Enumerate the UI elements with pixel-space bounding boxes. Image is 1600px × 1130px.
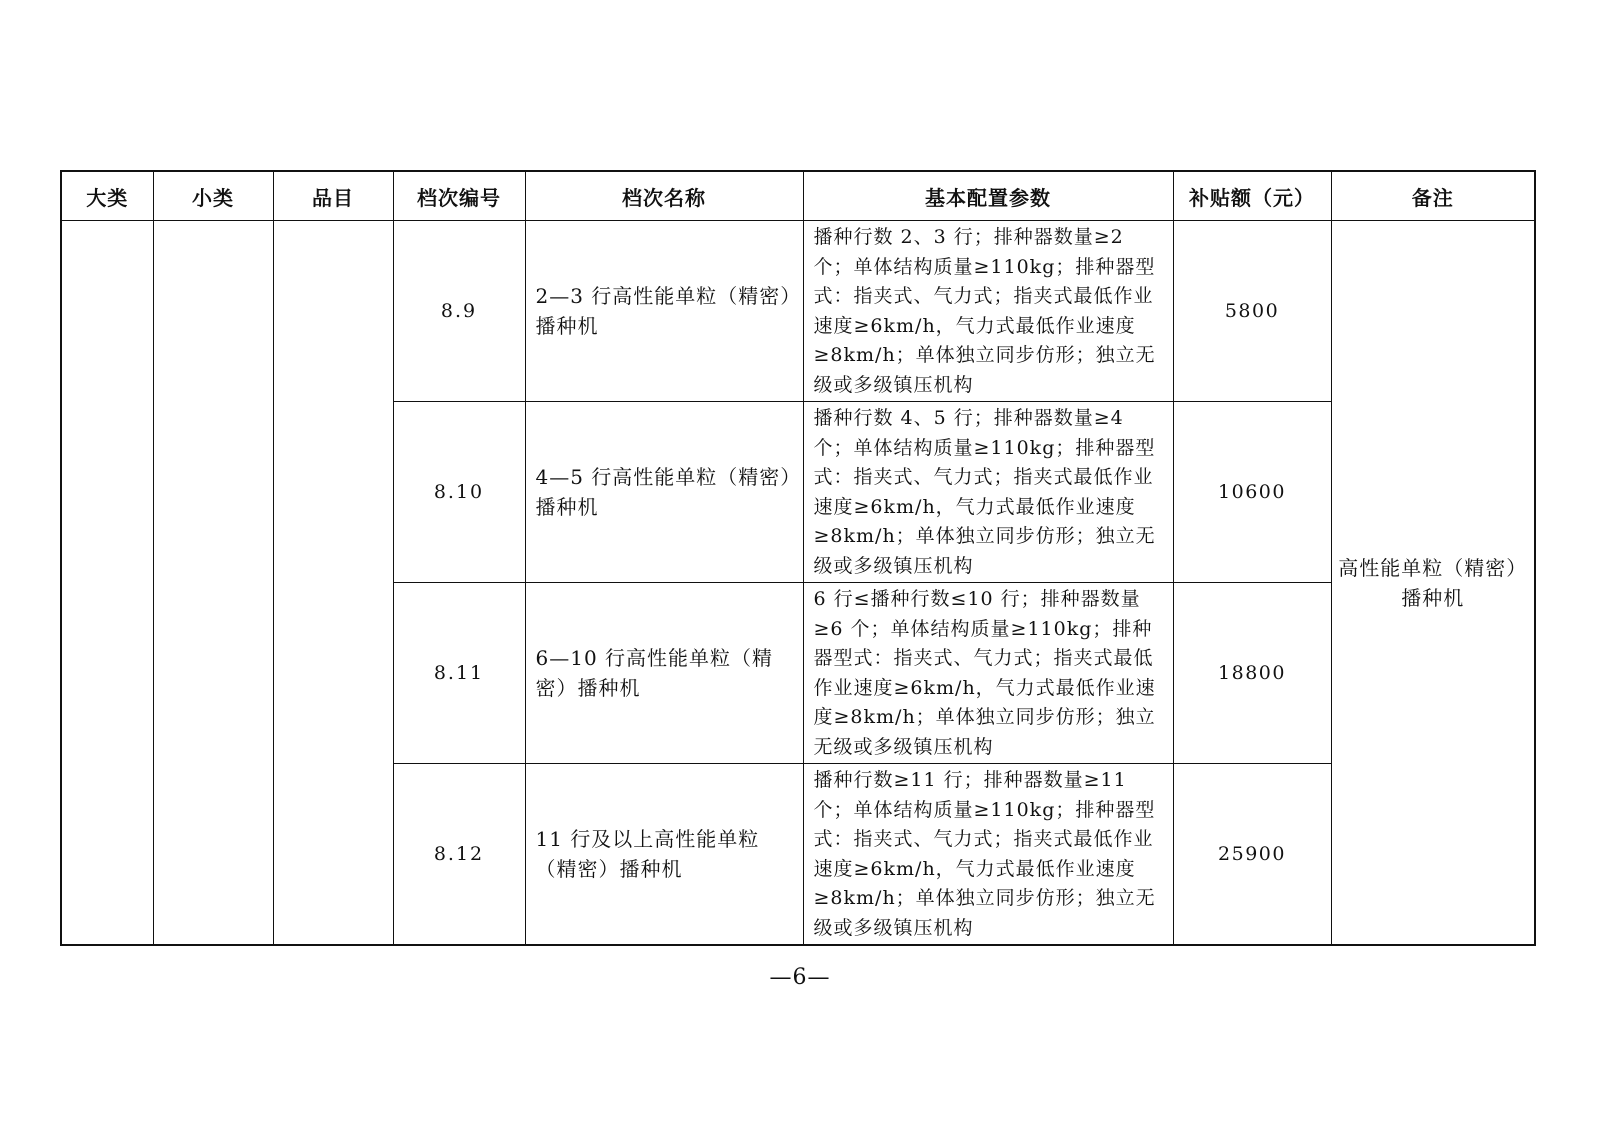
- grade-name-cell: 6—10 行高性能单粒（精密）播种机: [525, 583, 803, 764]
- header-grade-code: 档次编号: [393, 171, 525, 221]
- subsidy-cell: 18800: [1173, 583, 1331, 764]
- grade-code-cell: 8.12: [393, 764, 525, 946]
- header-category: 大类: [61, 171, 153, 221]
- config-cell: 播种行数 2、3 行；排种器数量≥2 个；单体结构质量≥110kg；排种器型式：指夹式、气力式；指夹式最低作业速度≥6km/h，气力式最低作业速度≥8km/h；单体独立同步仿形；独立无级或多级镇压机构: [803, 221, 1173, 402]
- subcategory-cell: [153, 221, 273, 946]
- config-cell: 播种行数 4、5 行；排种器数量≥4 个；单体结构质量≥110kg；排种器型式：指夹式、气力式；指夹式最低作业速度≥6km/h，气力式最低作业速度≥8km/h；单体独立同步仿形；独立无级或多级镇压机构: [803, 402, 1173, 583]
- header-config: 基本配置参数: [803, 171, 1173, 221]
- header-row: [61, 171, 1535, 221]
- header-grade-name: 档次名称: [525, 171, 803, 221]
- grade-code-cell: 8.10: [393, 402, 525, 583]
- grade-name-cell: 11 行及以上高性能单粒（精密）播种机: [525, 764, 803, 946]
- grade-name-cell: 2—3 行高性能单粒（精密）播种机: [525, 221, 803, 402]
- header-subcategory: 小类: [153, 171, 273, 221]
- subsidy-table: [60, 170, 1536, 946]
- grade-name-cell: 4—5 行高性能单粒（精密）播种机: [525, 402, 803, 583]
- header-item: 品目: [273, 171, 393, 221]
- config-cell: 6 行≤播种行数≤10 行；排种器数量≥6 个；单体结构质量≥110kg；排种器型式：指夹式、气力式；指夹式最低作业速度≥6km/h，气力式最低作业速度≥8km/h；单体独立同步仿形；独立无级或多级镇压机构: [803, 583, 1173, 764]
- remarks-cell: 高性能单粒（精密）播种机: [1331, 221, 1535, 946]
- subsidy-cell: 25900: [1173, 764, 1331, 946]
- grade-code-cell: 8.9: [393, 221, 525, 402]
- category-cell: [61, 221, 153, 946]
- table-row: [61, 221, 1535, 402]
- header-subsidy: 补贴额（元）: [1173, 171, 1331, 221]
- config-cell: 播种行数≥11 行；排种器数量≥11 个；单体结构质量≥110kg；排种器型式：指夹式、气力式；指夹式最低作业速度≥6km/h，气力式最低作业速度≥8km/h；单体独立同步仿形；独立无级或多级镇压机构: [803, 764, 1173, 946]
- item-cell: [273, 221, 393, 946]
- subsidy-cell: 10600: [1173, 402, 1331, 583]
- page-number: —6—: [769, 965, 831, 990]
- grade-code-cell: 8.11: [393, 583, 525, 764]
- subsidy-cell: 5800: [1173, 221, 1331, 402]
- header-remarks: 备注: [1331, 171, 1535, 221]
